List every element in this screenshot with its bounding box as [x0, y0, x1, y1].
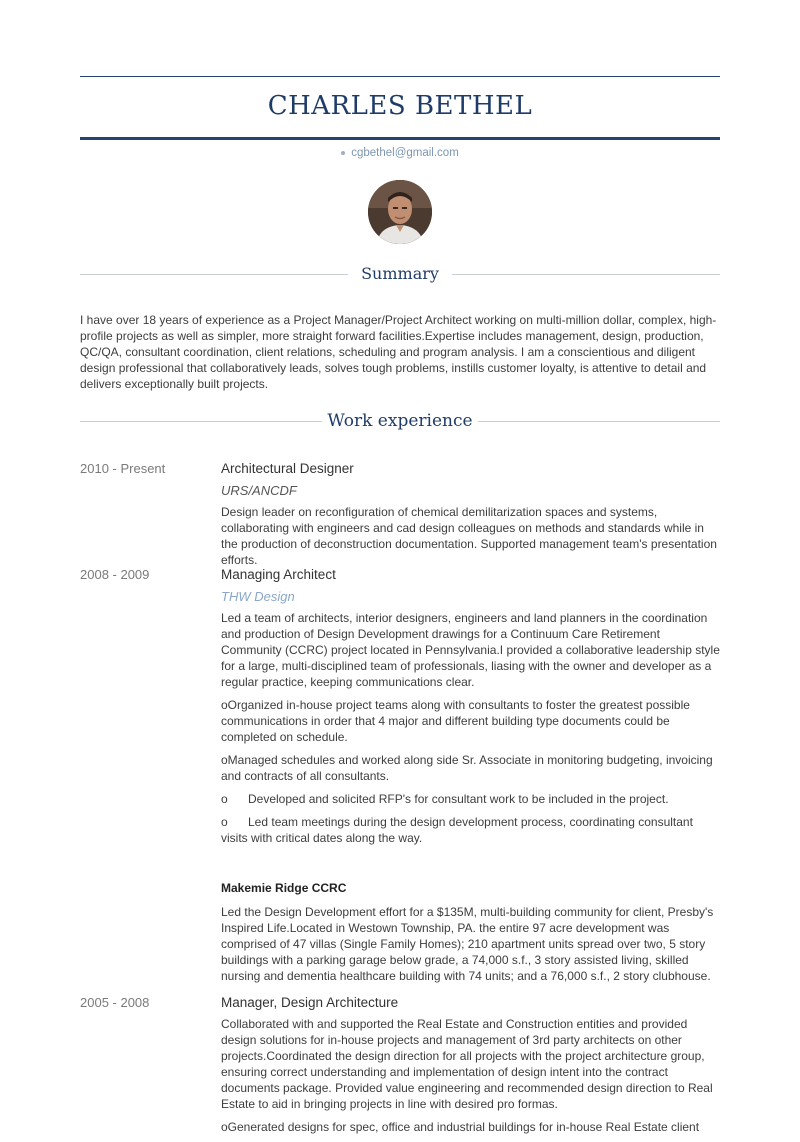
summary-title: Summary [361, 264, 439, 283]
work-rule-right [478, 421, 720, 422]
job-description: oOrganized in-house project teams along with consultants to foster the greatest possible communications in order that 4 major and different building type documents could be completed on schedule. [221, 698, 690, 744]
work-heading [80, 409, 720, 433]
job-role: Architectural Designer [221, 461, 354, 476]
project-description: Led the Design Development effort for a $135M, multi-building community for client, Presby's Inspired Life.Located in Westown Township, PA. the entire 97 acre development was comprised of 47 villas (Single Family Homes); 210 apartment units spread over two, 5 story buildings with a parking garage below grade, a 74,000 s.f., 3 story assisted living, skilled nursing and dementia healthcare building with 74 units; and a 76,000 s.f., 2 story clubhouse. [221, 905, 714, 983]
job-description: Collaborated with and supported the Real Estate and Construction entities and provided design solutions for in-house projects and management of 3rd party architects on other projects.Coordinated the design direction for all projects with the project architecture group, ensuring correct understanding and implementation of design intent into the contract documents package. Provided value engineering and recommended design direction to Real Estate to aid in bringing projects in line with desired pro formas. [221, 1017, 713, 1111]
project-subheading: Makemie Ridge CCRC [221, 881, 347, 895]
job-bullet [221, 814, 720, 846]
job-details [221, 566, 720, 991]
summary-rule-right [452, 274, 720, 275]
job-dates: 2005 - 2008 [80, 995, 150, 1010]
bullet-text: Developed and solicited RFP's for consultant work to be included in the project. [248, 792, 669, 806]
job-role: Managing Architect [221, 567, 336, 582]
job-details [221, 994, 720, 1142]
avatar [368, 180, 432, 244]
bullet-marker: o [221, 792, 228, 806]
candidate-name: CHARLES BETHEL [267, 91, 533, 121]
job-dates: 2010 - Present [80, 461, 166, 476]
email-bullet-icon [341, 151, 345, 155]
portrait-photo [368, 180, 432, 244]
work-title: Work experience [327, 411, 473, 431]
job-description: Design leader on reconfiguration of chemical demilitarization spaces and systems, collaborating with engineers and cad design colleagues on methods and standards while in the production of deconstruction documentation. Supported management team's presentation efforts. [221, 505, 717, 567]
job-description: oGenerated designs for spec, office and industrial buildings for in-house Real Estate client [221, 1120, 700, 1134]
summary-heading [80, 262, 720, 286]
header-bottom-rule [80, 137, 720, 140]
job-role: Manager, Design Architecture [221, 995, 399, 1010]
bullet-text: Led team meetings during the design development process, coordinating consultant visits with critical dates along the way. [221, 815, 693, 845]
job-description: Led a team of architects, interior designers, engineers and land planners in the coordination and production of Design Development drawings for a Continuum Care Retirement Community (CCRC) project located in Pennsylvania.I provided a collaborative leadership style for a large, multi-disciplined team of professionals, liasing with the owner and developer as a regular practice, keeping communications clear. [221, 611, 720, 689]
job-bullet [221, 791, 720, 807]
contact-email[interactable] [80, 145, 720, 161]
header-top-rule [80, 76, 720, 77]
job-details [221, 460, 720, 575]
bullet-marker: o [221, 815, 228, 829]
job-company-link[interactable]: THW Design [221, 589, 295, 604]
job-dates: 2008 - 2009 [80, 567, 150, 582]
email-text[interactable]: cgbethel@gmail.com [351, 147, 459, 159]
job-description: oManaged schedules and worked along side Sr. Associate in monitoring budgeting, invoicing and contracts of all consultants. [221, 753, 713, 783]
job-company: URS/ANCDF [221, 483, 297, 498]
summary-text: I have over 18 years of experience as a Project Manager/Project Architect working on multi-million dollar, complex, high-profile projects as well as simpler, more straight forward facilities.Expertise includes management, design, production, QC/QA, consultant coordination, client relations, scheduling and program analysis. I am a conscientious and diligent design professional that collaboratively leads, solves tough problems, instills customer loyalty, is attentive to detail and delivers exceptionally built projects. [80, 313, 717, 391]
